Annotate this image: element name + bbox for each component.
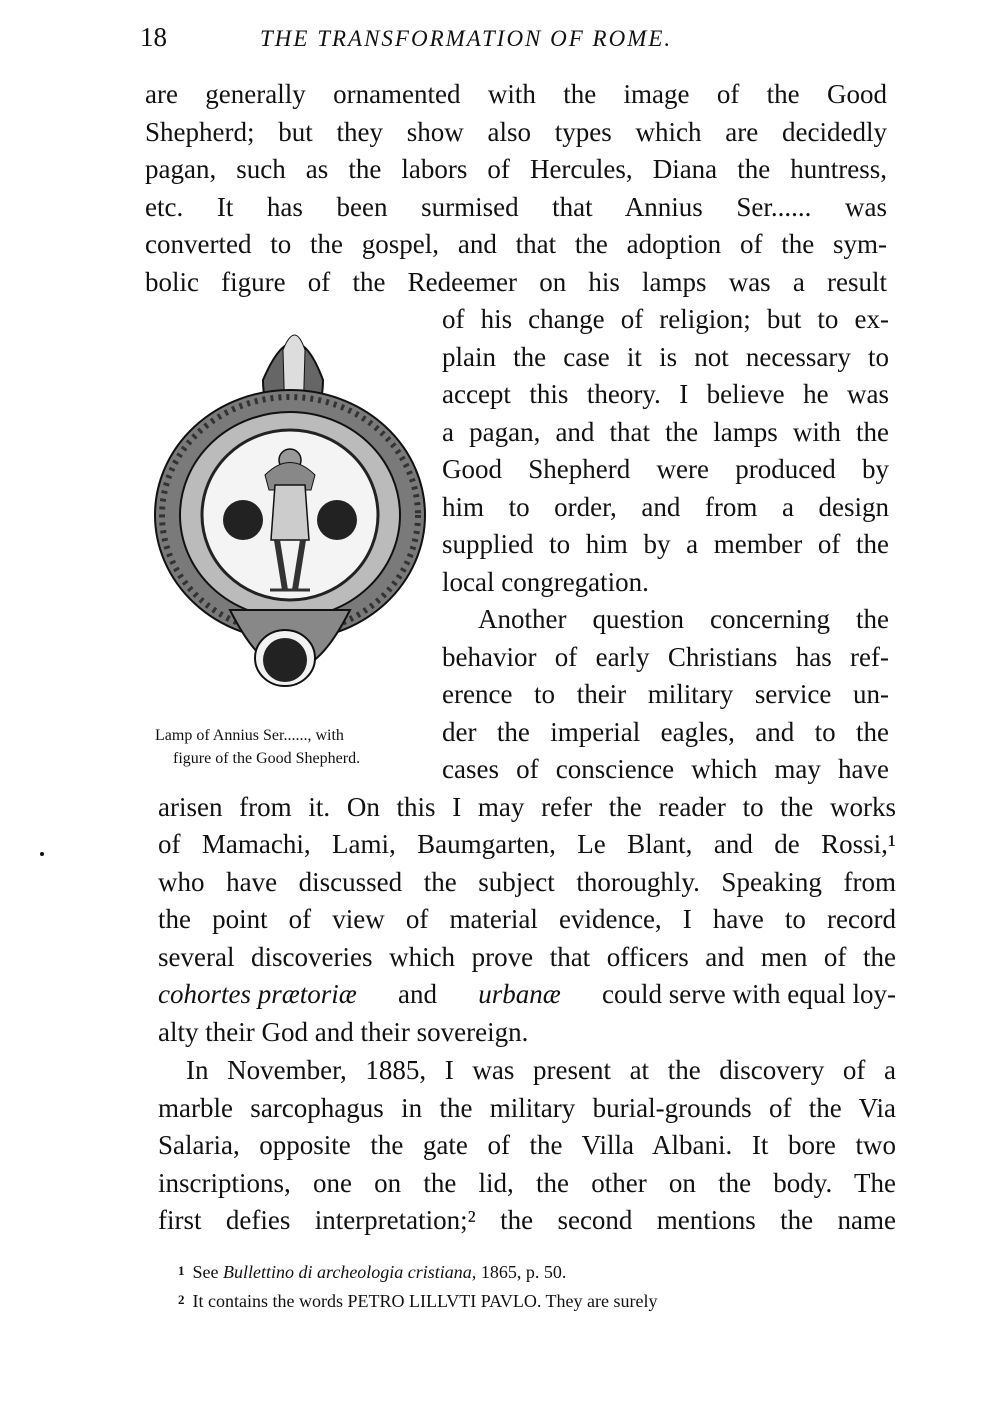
- body-fragment: could serve with equal loy-: [602, 979, 896, 1009]
- body-line: pagan, such as the labors of Hercules, Diana the huntress,: [145, 154, 887, 184]
- figure-caption: figure of the Good Shepherd.: [173, 750, 361, 767]
- body-line: bolic figure of the Redeemer on his lamps was a result: [145, 267, 887, 297]
- footnote-1: [178, 1262, 566, 1283]
- body-line: behavior of early Christians has ref-: [442, 642, 889, 672]
- italic-term: urbanæ: [478, 979, 561, 1009]
- body-line: are generally ornamented with the image of the Good: [145, 79, 887, 109]
- footnote-marker: 2: [178, 1292, 185, 1307]
- body-line: of Mamachi, Lami, Baumgarten, Le Blant, and de Rossi,¹: [158, 829, 896, 859]
- running-title: THE TRANSFORMATION OF ROME.: [260, 26, 673, 51]
- body-line: him to order, and from a design: [442, 492, 889, 522]
- footnote-text: See: [192, 1262, 223, 1282]
- body-line: plain the case it is not necessary to: [442, 342, 889, 372]
- figure-caption: Lamp of Annius Ser......, with: [155, 727, 344, 744]
- italic-term: cohortes prætoriæ: [158, 979, 357, 1009]
- body-line: marble sarcophagus in the military burial-grounds of the Via: [158, 1093, 896, 1123]
- footnote-text: 1865, p. 50.: [476, 1262, 567, 1282]
- lamp-engraving: [145, 310, 435, 730]
- body-line: Another question concerning the: [478, 604, 889, 634]
- body-line-italic: [158, 979, 896, 1009]
- footnote-marker: 1: [178, 1263, 185, 1278]
- footnote-2: [178, 1291, 900, 1312]
- body-line: supplied to him by a member of the: [442, 529, 889, 559]
- body-line: inscriptions, one on the lid, the other on the body. The: [158, 1168, 896, 1198]
- body-line: alty their God and their sovereign.: [158, 1017, 529, 1047]
- lamp-illustration: [145, 310, 435, 730]
- body-line: Good Shepherd were produced by: [442, 454, 889, 484]
- body-line: a pagan, and that the lamps with the: [442, 417, 889, 447]
- body-line: In November, 1885, I was present at the discovery of a: [186, 1055, 896, 1085]
- body-line: erence to their military service un-: [442, 679, 889, 709]
- body-line: arisen from it. On this I may refer the reader to the works: [158, 792, 896, 822]
- body-line: etc. It has been surmised that Annius Ser...... was: [145, 192, 887, 222]
- body-line: Shepherd; but they show also types which are decidedly: [145, 117, 887, 147]
- footnote-italic: Bullettino di archeologia cristiana,: [223, 1262, 477, 1282]
- body-fragment: and: [398, 979, 438, 1009]
- body-line: converted to the gospel, and that the adoption of the sym-: [145, 229, 887, 259]
- body-line: of his change of religion; but to ex-: [442, 304, 889, 334]
- body-line: first defies interpretation;² the second mentions the name: [158, 1205, 896, 1235]
- body-line: cases of conscience which may have: [442, 754, 889, 784]
- body-line: der the imperial eagles, and to the: [442, 717, 889, 747]
- body-line: accept this theory. I believe he was: [442, 379, 889, 409]
- page-header: [140, 20, 900, 60]
- body-line: who have discussed the subject thoroughly. Speaking from: [158, 867, 896, 897]
- body-line: local congregation.: [442, 567, 649, 597]
- body-line: the point of view of material evidence, I have to record: [158, 904, 896, 934]
- page-number: 18: [140, 22, 167, 52]
- footnote-text: It contains the words PETRO LILLVTI PAVLO. They are surely: [192, 1291, 658, 1311]
- body-line: several discoveries which prove that officers and men of the: [158, 942, 896, 972]
- body-line: Salaria, opposite the gate of the Villa Albani. It bore two: [158, 1130, 896, 1160]
- stray-mark: [40, 852, 44, 856]
